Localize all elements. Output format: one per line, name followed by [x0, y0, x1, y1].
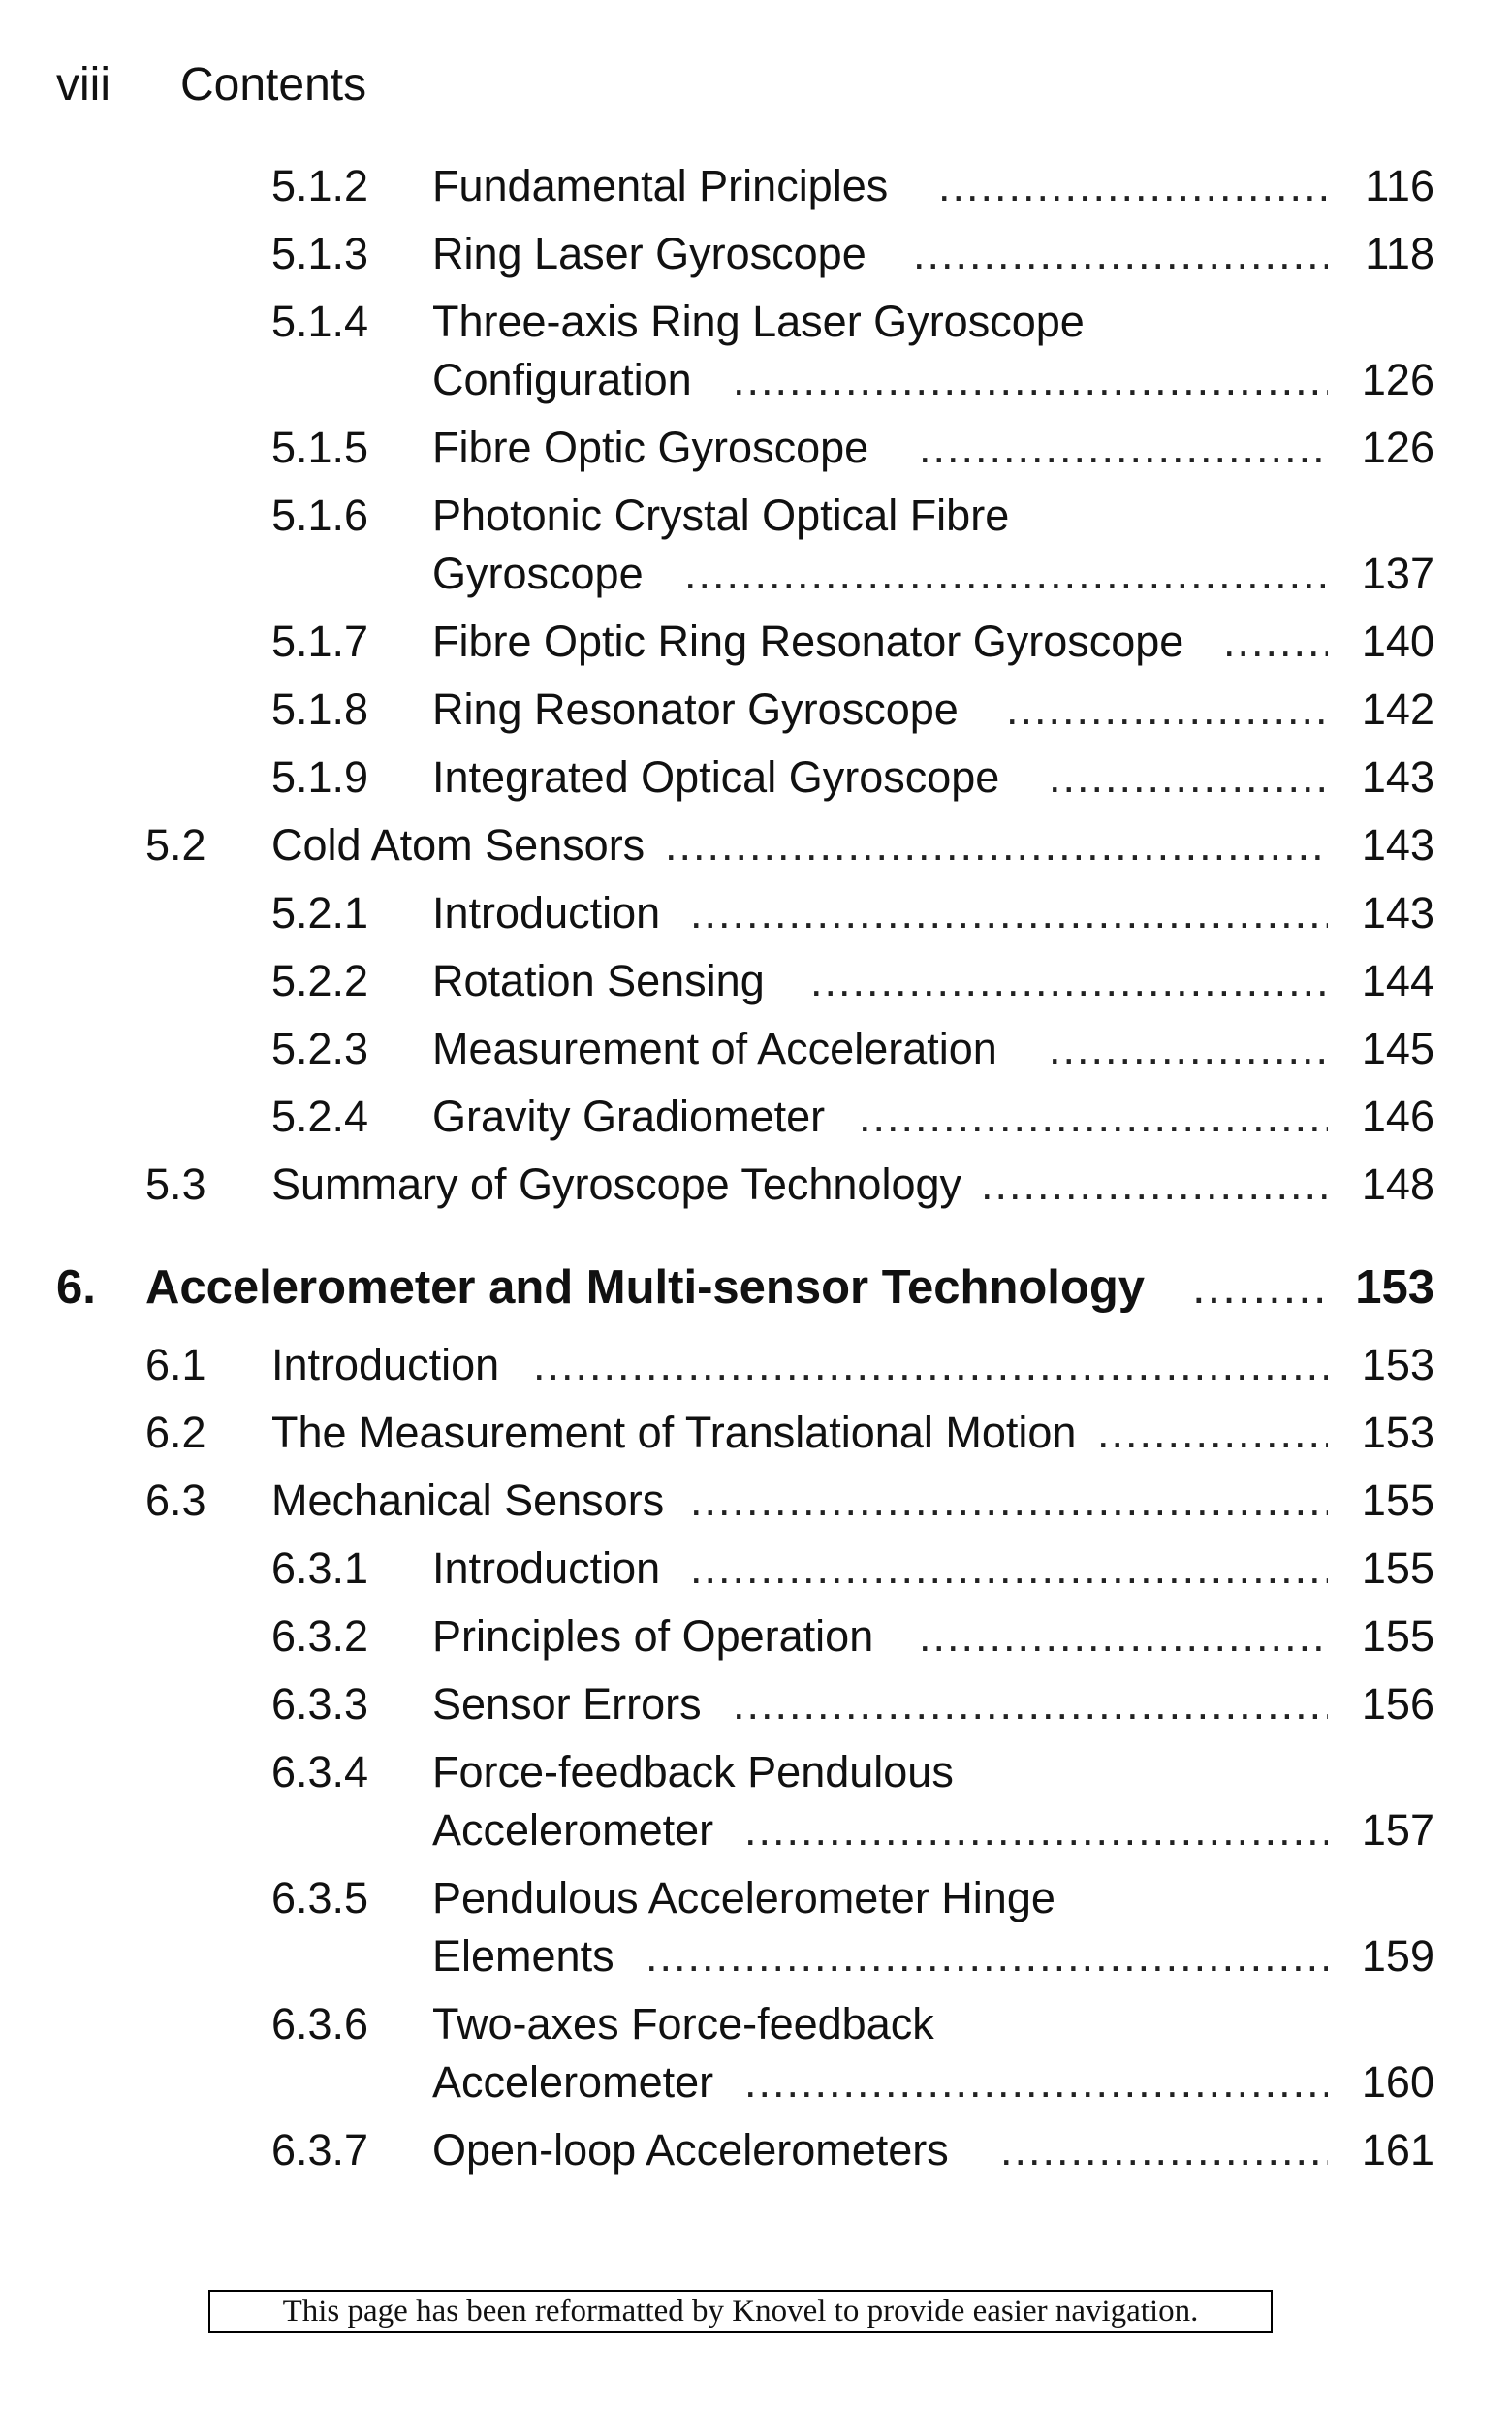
page-ref: 140: [1361, 617, 1434, 666]
toc-entry-5-2-1[interactable]: 5.2.1 Introduction ..... 143: [271, 884, 1434, 942]
toc-entry-6-3-3[interactable]: 6.3.3 Sensor Errors ..... 156: [271, 1675, 1434, 1733]
page-ref: 144: [1361, 956, 1434, 1005]
dot-leader: [859, 1088, 1328, 1146]
page-ref: 116: [1365, 161, 1434, 210]
page-ref: 153: [1361, 1340, 1434, 1389]
toc-entry-6-3-6[interactable]: 6.3.6 Two-axes Force-feedback Accelerometer ..... 160: [271, 1995, 1434, 2121]
dot-leader: [1097, 1404, 1328, 1462]
dot-leader: [665, 816, 1328, 874]
toc-entry-6-1[interactable]: 6.1 Introduction ..... 153: [145, 1336, 1434, 1394]
dot-leader: [1049, 1020, 1328, 1078]
page-ref: 137: [1361, 549, 1434, 598]
dot-leader: [690, 1472, 1328, 1530]
page-ref: 143: [1361, 752, 1434, 802]
dot-leader: [919, 1607, 1328, 1666]
toc-chapter-6[interactable]: 6. Accelerometer and Multi-sensor Technology ..... 153: [56, 1258, 1434, 1320]
dot-leader: [938, 157, 1328, 215]
knovel-reformat-notice: This page has been reformatted by Knovel to provide easier navigation.: [208, 2290, 1273, 2333]
dot-leader: [744, 2053, 1328, 2112]
dot-leader: [1000, 2121, 1328, 2179]
dot-leader: [690, 884, 1328, 942]
toc-entry-5-1-3[interactable]: 5.1.3 Ring Laser Gyroscope ..... 118: [271, 225, 1434, 283]
page-ref: 156: [1361, 1679, 1434, 1729]
dot-leader: [733, 351, 1328, 409]
dot-leader: [733, 1675, 1328, 1733]
toc-entry-6-2[interactable]: 6.2 The Measurement of Translational Motion ..... 153: [145, 1404, 1434, 1462]
page-ref: 146: [1361, 1092, 1434, 1141]
toc-entry-6-3[interactable]: 6.3 Mechanical Sensors ..... 155: [145, 1472, 1434, 1530]
page-ref: 145: [1361, 1024, 1434, 1073]
toc-entry-5-2-4[interactable]: 5.2.4 Gravity Gradiometer ..... 146: [271, 1088, 1434, 1146]
dot-leader: [913, 225, 1328, 283]
dot-leader: [1192, 1258, 1328, 1317]
toc-entry-5-1-8[interactable]: 5.1.8 Ring Resonator Gyroscope ..... 142: [271, 681, 1434, 739]
toc-entry-6-3-4[interactable]: 6.3.4 Force-feedback Pendulous Accelerometer ..... 157: [271, 1743, 1434, 1869]
dot-leader: [981, 1156, 1328, 1214]
page-ref: 148: [1361, 1160, 1434, 1209]
page-ref: 153: [1361, 1408, 1434, 1457]
page-ref: 155: [1361, 1543, 1434, 1593]
page-title: Contents: [180, 59, 367, 111]
toc-entry-5-2-3[interactable]: 5.2.3 Measurement of Acceleration ..... 145: [271, 1020, 1434, 1078]
toc-entry-5-2-2[interactable]: 5.2.2 Rotation Sensing ..... 144: [271, 952, 1434, 1010]
page-ref: 142: [1361, 684, 1434, 734]
toc-entry-5-1-2[interactable]: 5.1.2 Fundamental Principles ..... 116: [271, 157, 1434, 215]
toc-entry-5-1-6[interactable]: 5.1.6 Photonic Crystal Optical Fibre Gyroscope ..... 137: [271, 487, 1434, 613]
toc-entry-6-3-5[interactable]: 6.3.5 Pendulous Accelerometer Hinge Elements ..... 159: [271, 1869, 1434, 1995]
page-number: viii: [56, 59, 110, 111]
dot-leader: [744, 1801, 1328, 1859]
toc-entry-6-3-7[interactable]: 6.3.7 Open-loop Accelerometers ..... 161: [271, 2121, 1434, 2179]
dot-leader: [646, 1927, 1328, 1986]
page-ref: 160: [1361, 2057, 1434, 2107]
dot-leader: [1049, 748, 1328, 807]
page-ref: 143: [1361, 888, 1434, 937]
page-ref: 161: [1361, 2125, 1434, 2175]
dot-leader: [684, 545, 1328, 603]
dot-leader: [1006, 681, 1328, 739]
page-ref: 118: [1365, 229, 1434, 278]
page-ref: 126: [1361, 423, 1434, 472]
toc-entry-5-1-4[interactable]: 5.1.4 Three-axis Ring Laser Gyroscope Configuration ..... 126: [271, 293, 1434, 419]
page-ref: 126: [1361, 355, 1434, 404]
page-header: [56, 56, 1413, 114]
dot-leader: [533, 1336, 1328, 1394]
toc-entry-5-1-7[interactable]: 5.1.7 Fibre Optic Ring Resonator Gyroscope ..... 140: [271, 613, 1434, 671]
toc-entry-5-1-5[interactable]: 5.1.5 Fibre Optic Gyroscope ..... 126: [271, 419, 1434, 477]
toc-entry-5-3[interactable]: 5.3 Summary of Gyroscope Technology ..... 148: [145, 1156, 1434, 1214]
toc-entry-6-3-1[interactable]: 6.3.1 Introduction ..... 155: [271, 1540, 1434, 1598]
page-ref: 155: [1361, 1611, 1434, 1661]
dot-leader: [810, 952, 1328, 1010]
page-ref: 155: [1361, 1476, 1434, 1525]
page-ref: 159: [1361, 1931, 1434, 1981]
dot-leader: [690, 1540, 1328, 1598]
page-ref: 153: [1355, 1261, 1434, 1314]
toc-entry-5-2[interactable]: 5.2 Cold Atom Sensors ..... 143: [145, 816, 1434, 874]
page-ref: 157: [1361, 1805, 1434, 1855]
page-ref: 143: [1361, 820, 1434, 870]
toc-entry-5-1-9[interactable]: 5.1.9 Integrated Optical Gyroscope ..... 143: [271, 748, 1434, 807]
dot-leader: [1223, 613, 1328, 671]
dot-leader: [919, 419, 1328, 477]
toc-entry-6-3-2[interactable]: 6.3.2 Principles of Operation ..... 155: [271, 1607, 1434, 1666]
